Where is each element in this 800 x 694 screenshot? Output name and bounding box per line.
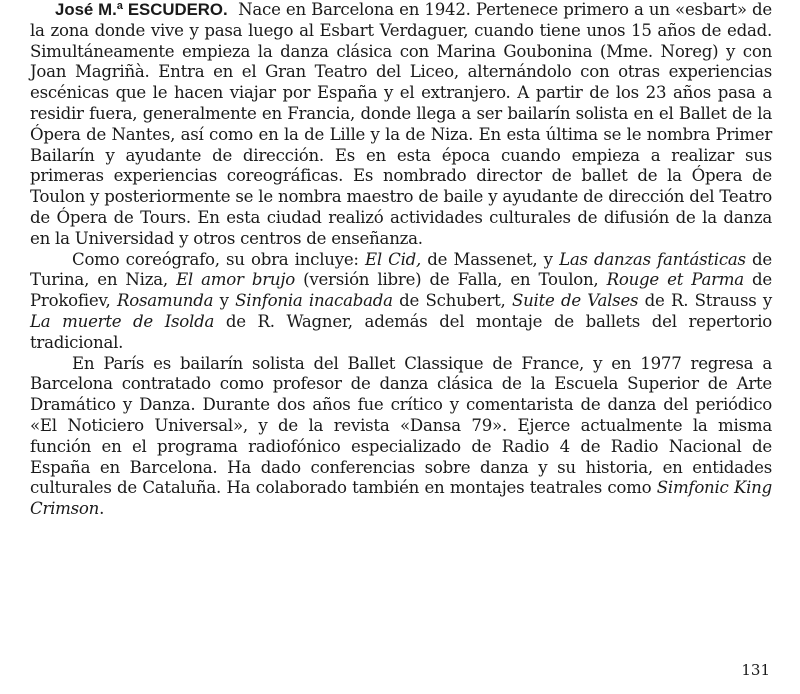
text-run: En París es bailarín solista del Ballet Classique de France, y en 1977 regresa a Barcelona contratado como profesor de danza clásica de la Escuela Superior de Arte Dramático y Danza. Durante dos años fue crítico y comentarista de danza del periódico «El Noticiero Universal», y de la revista «Dansa 79». Ejerce actualmente la misma función en el programa radiofónico especializado de Radio 4 de Radio Nacional de España en Barcelona. Ha dado conferencias sobre danza y su historia, en entidades culturales de Cataluña. Ha colaborado también en montajes teatrales como: [30, 353, 772, 498]
text-run: Como coreógrafo, su obra incluye:: [72, 249, 365, 269]
text-run: de Schubert,: [392, 291, 512, 311]
text-run: de Prokofiev,: [30, 270, 773, 311]
text-run: .: [99, 499, 105, 519]
paragraph-biography: [30, 0, 772, 250]
text-run: de R. Wagner, además del montaje de ballets del repertorio tradicional.: [30, 311, 772, 352]
work-title: Las danzas fantásticas: [559, 249, 746, 269]
work-title: Rouge et Parma: [606, 270, 744, 290]
text-column: [30, 0, 772, 520]
work-title: El Cid,: [364, 249, 422, 269]
work-title: Sinfonia inacabada: [235, 291, 393, 311]
text-run: y: [213, 291, 236, 311]
work-title: Suite de Valses: [511, 291, 639, 311]
work-title: Simfonic King Crimson: [30, 478, 772, 519]
author-name: José M.ª ESCUDERO.: [55, 0, 228, 19]
work-title: La muerte de Isolda: [30, 311, 215, 331]
work-title: El amor brujo: [176, 270, 295, 290]
text-run: de Turina, en Niza,: [30, 249, 773, 290]
paragraph-career: [30, 354, 772, 520]
work-title: Rosamunda: [116, 291, 214, 311]
text-run: de R. Strauss y: [638, 291, 772, 311]
text-run: de Massenet, y: [421, 249, 560, 269]
text-run: Nace en Barcelona en 1942. Pertenece primero a un «esbart» de la zona donde vive y pasa luego al Esbart Verdaguer, cuando tiene unos 15 años de edad. Simultáneamente empieza la danza clásica con Marina Goubonina (Mme. Noreg) y con Joan Magriñà. Entra en el Gran Teatro del Liceo, alternándolo con otras experiencias escénicas que le hacen viajar por España y el extranjero. A partir de los 23 años pasa a residir fuera, generalmente en Francia, donde llega a ser bailarín solista en el Ballet de la Ópera de Nantes, así como en la de Lille y la de Niza. En esta última se le nombra Primer Bailarín y ayudante de dirección. Es en esta época cuando empieza a realizar sus primeras experiencias coreográficas. Es nombrado director de ballet de la Ópera de Toulon y posteriormente se le nombra maestro de baile y ayudante de dirección del Teatro de Ópera de Tours. En esta ciudad realizó actividades culturales de difusión de la danza en la Universidad y otros centros de enseñanza.: [30, 0, 772, 248]
text-run: (versión libre) de Falla, en Toulon,: [294, 270, 607, 290]
page-number: 131: [741, 661, 770, 679]
paragraph-choreography: [30, 250, 772, 354]
